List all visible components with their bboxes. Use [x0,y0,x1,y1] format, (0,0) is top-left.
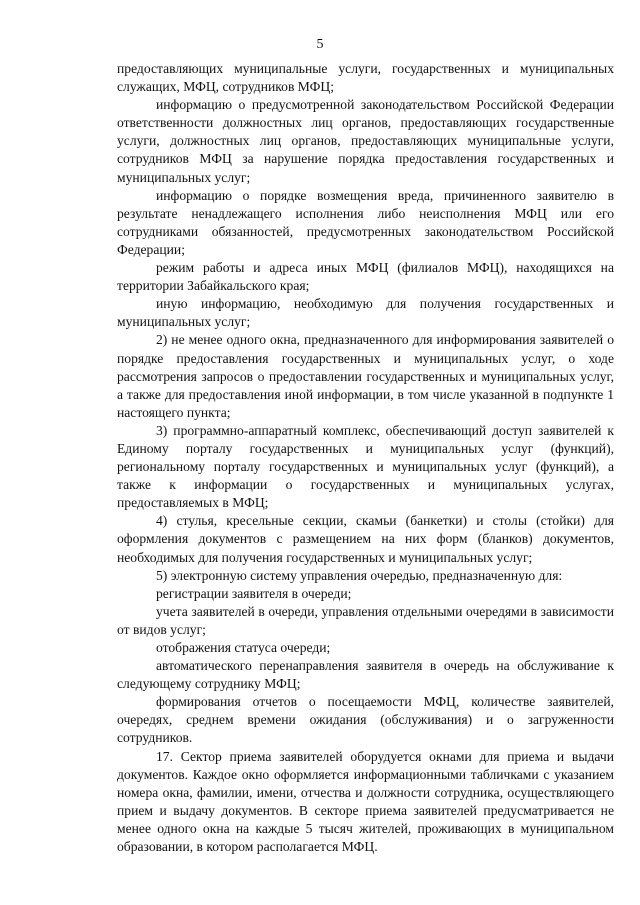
paragraph: 5) электронную систему управления очередью, предназначенную для: [156,567,563,583]
paragraph: 2) не менее одного окна, предназначенного для информирования заявителей о порядке предоставления государственных и муниципальных услуг, о ходе рассмотрения запросов о предоставлении государственных и муниципальных услуг, а также для предоставления иной информации, в том числе указанной в подпункте 1 настоящего пункта; [117,332,614,420]
paragraph: режим работы и адреса иных МФЦ (филиалов МФЦ), находящихся на территории Забайкальского края; [117,260,614,294]
paragraph: учета заявителей в очереди, управления отдельными очередями в зависимости от видов услуг; [117,603,614,637]
paragraph: информацию о порядке возмещения вреда, причиненного заявителю в результате ненадлежащего исполнения либо неисполнения МФЦ или его сотрудниками обязанностей, предусмотренных законодательством Российской Федерации; [117,187,614,257]
page-number: 5 [316,37,324,52]
paragraph: автоматического перенаправления заявителя в очередь на обслуживание к следующему сотруднику МФЦ; [117,658,614,692]
paragraph: 4) стулья, кресельные секции, скамьи (банкетки) и столы (стойки) для оформления документов с размещением на них форм (бланков) документов, необходимых для получения государственных и муниципальных услуг; [117,513,614,565]
paragraph: информацию о предусмотренной законодательством Российской Федерации ответственности должностных лиц органов, предоставляющих государственные услуги, должностных лиц органов, предоставляющих муниципальные услуги, сотрудников МФЦ за нарушение порядка предоставления государственных и муниципальных услуг; [117,97,614,185]
paragraph: предоставляющих муниципальные услуги, государственных и муниципальных служащих, МФЦ, сотрудников МФЦ; [117,61,614,95]
paragraph: иную информацию, необходимую для получения государственных и муниципальных услуг; [117,296,614,330]
paragraph: отображения статуса очереди; [156,640,331,655]
document-body [117,60,614,856]
paragraph: регистрации заявителя в очереди; [156,585,352,601]
paragraph: 17. Сектор приема заявителей оборудуется окнами для приема и выдачи документов. Каждое окно оформляется информационными табличками с указанием номера окна, фамилии, имени, отчества и должности сотрудника, осуществляющего прием и выдачу документов. В секторе приема заявителей предусматривается не менее одного окна на каждые 5 тысяч жителей, проживающих в муниципальном образовании, в котором располагается МФЦ. [117,748,614,855]
paragraph: формирования отчетов о посещаемости МФЦ, количестве заявителей, очередях, среднем времени ожидания (обслуживания) и о загруженности сотрудников. [117,694,614,746]
paragraph: 3) программно-аппаратный комплекс, обеспечивающий доступ заявителей к Единому порталу государственных и муниципальных услуг (функций), региональному порталу государственных и муниципальных услуг (функций), а также к информации о государственных и муниципальных услугах, предоставляемых в МФЦ; [117,422,614,511]
